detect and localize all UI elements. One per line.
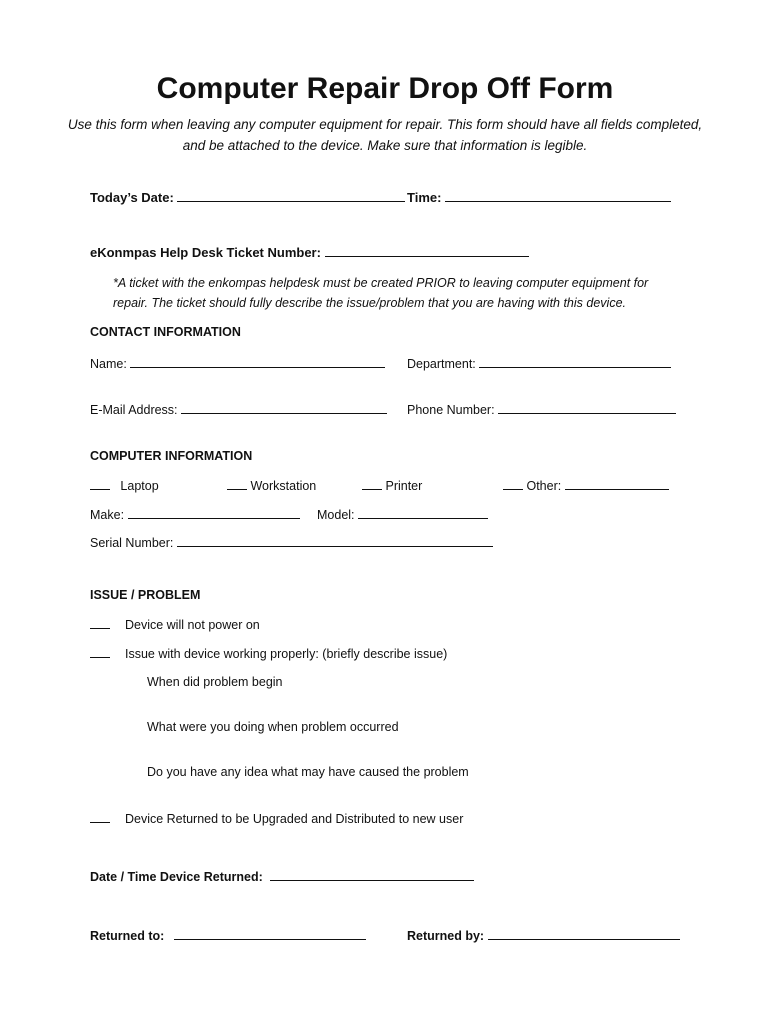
model-label: Model: — [317, 508, 355, 522]
issue-no-power — [90, 617, 260, 632]
make-label: Make: — [90, 508, 125, 522]
ticket-row — [90, 245, 529, 260]
workstation-checkbox-blank[interactable] — [227, 478, 247, 490]
issue-returned-upgrade — [90, 811, 463, 826]
other-label: Other: — [526, 479, 562, 493]
ticket-label: eKonmpas Help Desk Ticket Number: — [90, 245, 321, 260]
workstation-label: Workstation — [250, 479, 317, 493]
department-row — [407, 356, 671, 371]
printer-checkbox-blank[interactable] — [362, 478, 382, 490]
phone-field[interactable] — [498, 402, 676, 414]
department-label: Department: — [407, 357, 476, 371]
ticket-note: *A ticket with the enkompas helpdesk must be created PRIOR to leaving computer equipment for repair. The ticket should fully describe the issue/problem that you are having with this device. — [113, 276, 649, 310]
contact-heading: CONTACT INFORMATION — [90, 325, 241, 339]
todays-date-field[interactable] — [177, 190, 405, 202]
returned-to-field[interactable] — [174, 928, 366, 940]
email-label: E-Mail Address: — [90, 403, 178, 417]
ticket-field[interactable] — [325, 245, 529, 257]
other-checkbox-blank[interactable] — [503, 478, 523, 490]
returned-upgrade-checkbox-blank[interactable] — [90, 811, 110, 823]
issue-working-label: Issue with device working properly: (briefly describe issue) — [124, 647, 448, 661]
name-field[interactable] — [130, 356, 385, 368]
serial-row — [90, 535, 493, 550]
time-field[interactable] — [445, 190, 671, 202]
serial-label: Serial Number: — [90, 536, 174, 550]
returned-by-label: Returned by: — [407, 929, 485, 943]
type-laptop — [90, 478, 159, 493]
issue-heading: ISSUE / PROBLEM — [90, 588, 201, 602]
date-time-returned-label: Date / Time Device Returned: — [90, 870, 263, 884]
email-row — [90, 402, 387, 417]
caused-label: Do you have any idea what may have caused the problem — [147, 765, 469, 779]
what-doing-label: What were you doing when problem occurred — [147, 720, 399, 734]
serial-field[interactable] — [177, 535, 493, 547]
returned-upgrade-label: Device Returned to be Upgraded and Distributed to new user — [124, 812, 464, 826]
date-time-returned-field[interactable] — [270, 869, 474, 881]
issue-working — [90, 646, 447, 661]
make-row — [90, 507, 300, 522]
returned-by-field[interactable] — [488, 928, 680, 940]
make-field[interactable] — [128, 507, 300, 519]
phone-row — [407, 402, 676, 417]
laptop-checkbox-blank[interactable] — [90, 478, 110, 490]
name-label: Name: — [90, 357, 127, 371]
returned-to-label: Returned to: — [90, 929, 165, 943]
form-intro: Use this form when leaving any computer equipment for repair. This form should have all fields completed, and be attached to the device. Make sure that information is legible. — [67, 117, 703, 153]
no-power-checkbox-blank[interactable] — [90, 617, 110, 629]
todays-date-row — [90, 190, 405, 205]
no-power-label: Device will not power on — [124, 618, 260, 632]
returned-by-row — [407, 928, 680, 943]
type-workstation — [227, 478, 316, 493]
laptop-label: Laptop — [120, 479, 159, 493]
type-other — [503, 478, 669, 493]
name-row — [90, 356, 385, 371]
issue-working-checkbox-blank[interactable] — [90, 646, 110, 658]
printer-label: Printer — [385, 479, 423, 493]
model-field[interactable] — [358, 507, 488, 519]
date-time-returned-row — [90, 869, 474, 884]
other-field[interactable] — [565, 478, 669, 490]
returned-to-row — [90, 928, 366, 943]
model-row — [317, 507, 488, 522]
email-field[interactable] — [181, 402, 387, 414]
department-field[interactable] — [479, 356, 671, 368]
time-row — [407, 190, 671, 205]
form-title: Computer Repair Drop Off Form — [156, 72, 614, 105]
todays-date-label: Today’s Date: — [90, 190, 174, 205]
time-label: Time: — [407, 190, 442, 205]
when-began-label: When did problem begin — [147, 675, 283, 689]
computer-heading: COMPUTER INFORMATION — [90, 449, 253, 463]
type-printer — [362, 478, 422, 493]
phone-label: Phone Number: — [407, 403, 495, 417]
